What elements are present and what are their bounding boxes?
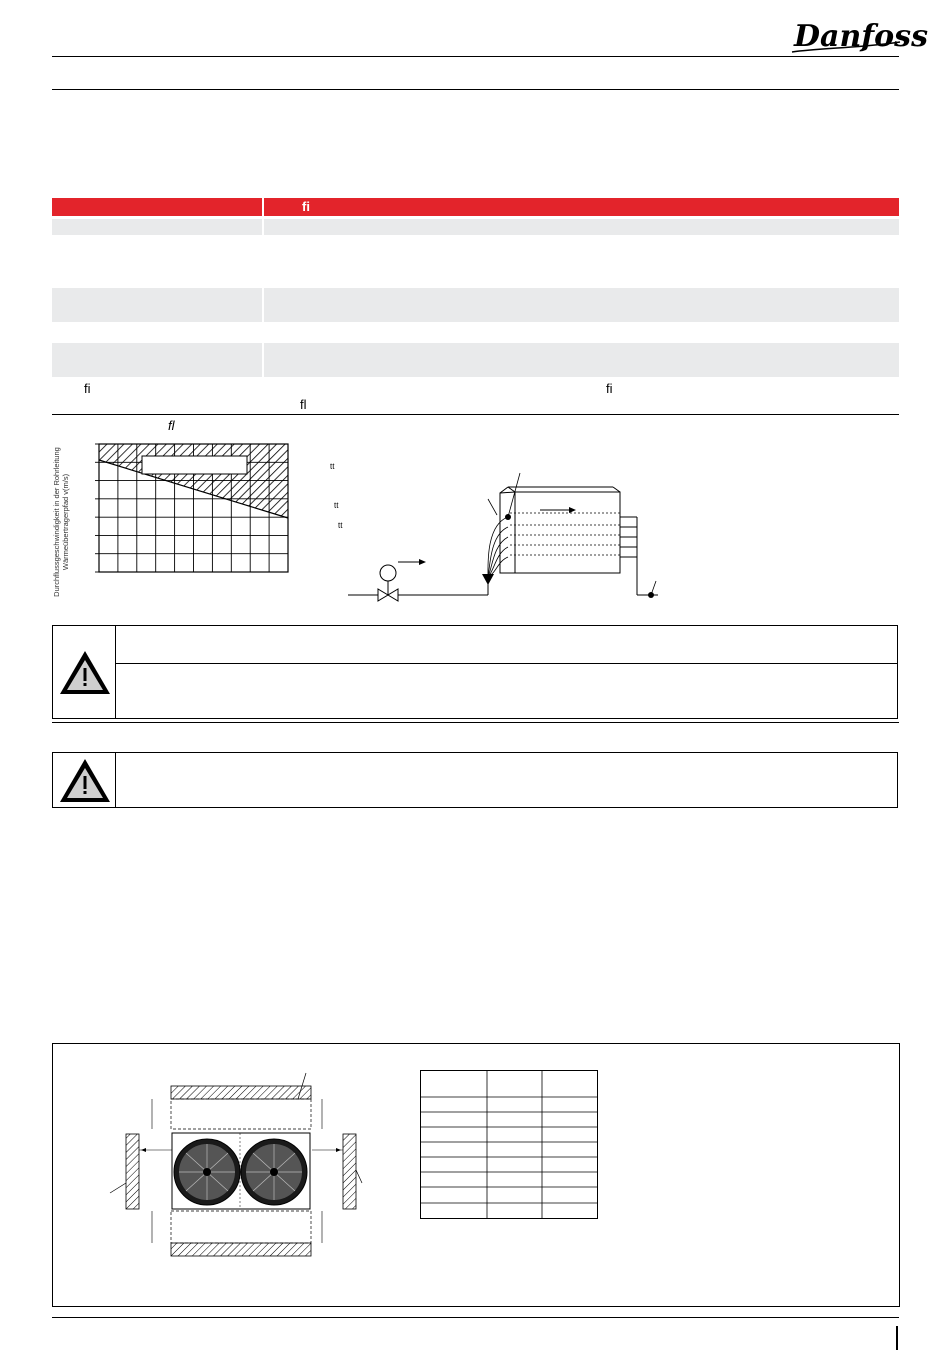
diagram-label: tt [330,462,335,471]
y-axis-label-line2: Wärmeübertragerpfad v(m/s) [61,473,70,571]
footer-rule [52,1317,899,1318]
table-row [52,219,899,235]
chart-section-title: fl [168,418,175,433]
clearance-drawing [100,1065,380,1275]
velocity-chart [85,440,300,580]
section-rule [52,722,899,723]
warning-triangle-icon [57,648,113,698]
chart-label-box [142,456,247,474]
exchanger-body [515,492,620,573]
table-row [52,343,899,377]
warning-box-2 [52,752,898,808]
danfoss-logo [790,12,928,58]
wall-top [171,1086,311,1099]
expansion-valve-icon [378,589,388,601]
clearance-table [420,1070,600,1220]
logo-wordmark: Danfoss [794,19,928,54]
wall-right [343,1134,356,1209]
warning-triangle-icon [57,756,113,806]
wall-bottom [171,1243,311,1256]
piping-diagram [330,455,680,610]
note-glyph-line2: fl [300,397,307,412]
note-glyph-right: fi [606,381,613,396]
header-rule [52,56,899,57]
diagram-label: tt [338,521,343,530]
warning-box-1 [52,625,898,719]
header-rule-2 [52,89,899,90]
page-number-mark [896,1326,898,1350]
diagram-label: tt [334,501,339,510]
fan-icon [174,1139,240,1205]
fan-icon [241,1139,307,1205]
section-rule [52,414,899,415]
wall-left [126,1134,139,1209]
table-row [52,288,899,322]
y-axis-label-line1: Durchflussgeschwindigkeit in der Rohrleitung [52,447,61,597]
valve-actuator-icon [380,565,396,581]
table-header-row [52,198,899,216]
note-glyph-left: fi [84,381,91,396]
chart-y-axis-label [52,442,70,602]
table-header-right: fi [302,199,310,214]
